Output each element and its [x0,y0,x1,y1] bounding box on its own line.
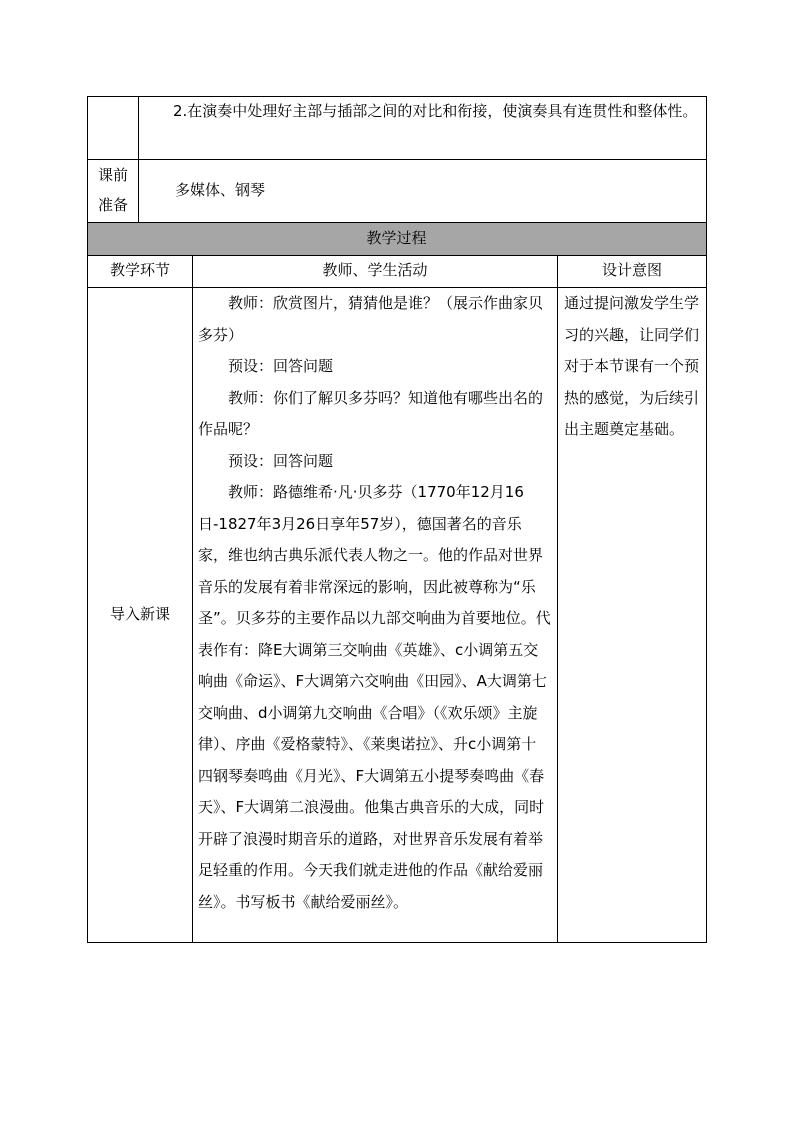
process-title: 教学过程 [366,229,427,247]
table-border-right [706,96,707,943]
activity-paragraph: 预设：回答问题 [228,357,334,375]
header-stage: 教学环节 [109,261,170,279]
table-border-bottom [87,942,707,943]
activity-paragraph: 教师：欣赏图片，猜猜他是谁？（展示作曲家贝多芬） [198,294,544,344]
header-activity: 教师、学生活动 [322,261,428,279]
objective-text: 2.在演奏中处理好主部与插部之间的对比和衔接，使演奏具有连贯性和整体性。 [173,102,698,120]
design-intent-text: 通过提问激发学生学习的兴趣，让同学们对于本节课有一个预热的感觉，为后续引出主题奠定基础。 [564,294,700,438]
activity-cell [198,288,551,918]
preparation-content: 多媒体、钢琴 [175,181,266,199]
activity-paragraph: 教师：你们了解贝多芬吗？知道他有哪些出名的作品呢？ [198,388,544,438]
row-divider [87,159,707,160]
preparation-label-line1: 课前 [97,166,128,184]
preparation-label-line2: 准备 [97,196,128,214]
header-intent: 设计意图 [601,261,662,279]
stage-label: 导入新课 [109,605,170,623]
col-divider [557,255,558,943]
activity-paragraph: 教师：路德维希·凡·贝多芬（1770年12月16日-1827年3月26日享年57岁），德国著名的音乐家，维也纳古典乐派代表人物之一。他的作品对世界音乐的发展有着非常深远的影响，因此被尊称为“乐圣”。贝多芬的主要作品以九部交响曲为首要地位。代表作有：降E大调第三交响曲《英雄》、c小调第五交响曲《命运》、F大调第六交响曲《田园》、A大调第七交响曲、d小调第九交响曲《合唱》（《欢乐颂》主旋律）、序曲《爱格蒙特》、《莱奥诺拉》、升c小调第十四钢琴奏鸣曲《月光》、F大调第五小提琴奏鸣曲《春天》、F大调第二浪漫曲。他集古典音乐的大成，同时开辟了浪漫时期音乐的道路，对世界音乐发展有着举足轻重的作用。今天我们就走进他的作品《献给爱丽丝》。书写板书《献给爱丽丝》。 [198,483,551,911]
activity-paragraph: 预设：回答问题 [228,451,334,470]
col-divider [192,255,193,943]
col-divider [138,96,139,222]
